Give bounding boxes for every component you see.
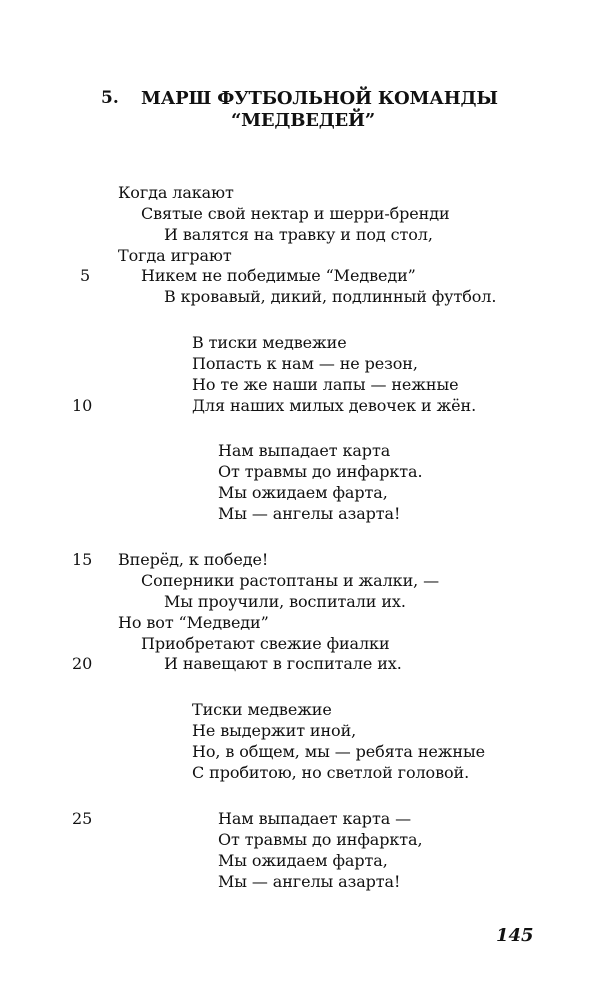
poem-line: От травмы до инфаркта. — [218, 462, 423, 481]
poem-line: Тогда играют — [118, 246, 232, 265]
line-number: 20 — [72, 654, 93, 673]
poem-line: И валятся на травку и под стол, — [164, 225, 433, 244]
line-number: 25 — [72, 809, 93, 828]
poem-line: Мы — ангелы азарта! — [218, 504, 401, 523]
page-number: 145 — [496, 925, 534, 946]
poem-line: Вперёд, к победе! — [118, 550, 269, 569]
poem-title-line-2: “МЕДВЕДЕЙ” — [231, 110, 376, 131]
poem-line: Когда лакают — [118, 183, 234, 202]
poem-line: Никем не победимые “Медведи” — [141, 266, 416, 285]
poem-line: Но вот “Медведи” — [118, 613, 269, 632]
poem-line: И навещают в госпитале их. — [164, 654, 402, 673]
line-number: 10 — [72, 396, 93, 415]
poem-line: Нам выпадает карта — — [218, 809, 412, 828]
poem-line: Нам выпадает карта — [218, 441, 391, 460]
line-number: 15 — [72, 550, 93, 569]
poem-line: В тиски медвежие — [192, 333, 347, 352]
poem-line: От травмы до инфаркта, — [218, 830, 423, 849]
poem-line: Тиски медвежие — [192, 700, 332, 719]
poem-line: Мы ожидаем фарта, — [218, 483, 388, 502]
poem-line: Но те же наши лапы — нежные — [192, 375, 459, 394]
poem-line: Святые свой нектар и шерри-бренди — [141, 204, 450, 223]
poem-line: Мы — ангелы азарта! — [218, 872, 401, 891]
poem-title-line-1: МАРШ ФУТБОЛЬНОЙ КОМАНДЫ — [141, 88, 498, 109]
line-number: 5 — [80, 266, 91, 285]
poem-line: Для наших милых девочек и жён. — [192, 396, 477, 415]
poem-line: В кровавый, дикий, подлинный футбол. — [164, 287, 497, 306]
poem-line: Не выдержит иной, — [192, 721, 357, 740]
poem-line: Попасть к нам — не резон, — [192, 354, 418, 373]
poem-line: Соперники растоптаны и жалки, — — [141, 571, 440, 590]
poem-line: Приобретают свежие фиалки — [141, 634, 390, 653]
poem-line: Но, в общем, мы — ребята нежные — [192, 742, 485, 761]
poem-line: Мы ожидаем фарта, — [218, 851, 388, 870]
poem-number: 5. — [101, 88, 119, 108]
poem-line: Мы проучили, воспитали их. — [164, 592, 406, 611]
poem-line: С пробитою, но светлой головой. — [192, 763, 470, 782]
